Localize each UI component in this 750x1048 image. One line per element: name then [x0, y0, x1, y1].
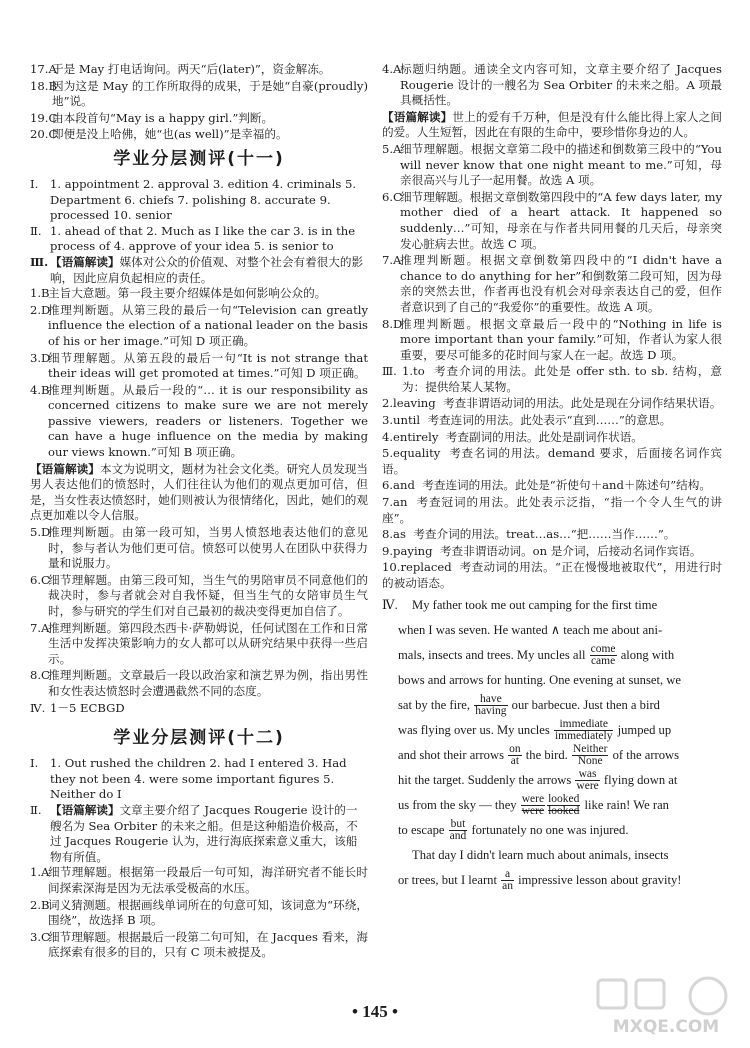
passage-line: when I was seven. He wanted ∧ teach me about ani-: [398, 622, 663, 637]
passage-line: or trees, but I learnt $\frac{a}{an}$ impressive lesson about gravity!: [398, 868, 682, 893]
passage-line: and shot their arrows $\frac{on}{at}$ the bird. Neither None of the arrows: [398, 743, 680, 768]
passage-line: hit the target. Suddenly the arrows was were flying down at: [398, 768, 678, 793]
part-I: Ⅰ. 1. appointment 2. approval 3. edition 4. criminals 5. Department 6. chiefs 7. polishing 8. accurate 9. processed 10. senior: [30, 176, 357, 223]
answer-item: 5.D 推理判断题。由第一段可知，当男人愤怒地表达他们的意见时，参与者认为他们更可信。愤怒可以使男人在团队中获得力量和说服力。: [30, 525, 368, 571]
correction: come came: [590, 643, 616, 668]
answer-item: 8.as 考查介词的用法。treat…as…“把……当作……”。: [382, 527, 676, 542]
passage-line: My father took me out camping for the first time: [412, 597, 658, 612]
part-IV: Ⅳ. 1－5 ECBGD: [30, 700, 125, 715]
discourse-note: 【语篇解读】世上的爱有千万种，但是没有什么能比得上家人之间的爱。人生短暂，因此在有限的生命中，要珍惜你身边的人。: [382, 109, 722, 140]
part-III: Ⅲ. 1.to 考查介词的用法。此处是 offer sth. to sb. 结构，意为：提供给某人某物。: [382, 364, 722, 394]
correction: $\frac{a}{an}$: [502, 868, 513, 893]
right-column: [382, 62, 722, 893]
answer-item: 20.C 即便是没上哈佛，她“也(as well)”是幸福的。: [30, 127, 288, 142]
answer-item: 4.A 标题归纳题。通读全文内容可知，文章主要介绍了 Jacques Rougerie 设计的一艘名为 Sea Orbiter 的未来之船。A 项最具概括性。: [382, 62, 722, 108]
answer-item: 8.C 推理判断题。文章最后一段以政治家和演艺界为例，指出男性和女性表达愤怒时会遭遇截然不同的态度。: [30, 668, 368, 698]
correction: looked looked: [548, 793, 580, 818]
part-I: Ⅰ. 1. Out rushed the children 2. had I entered 3. Had they not been 4. were some important figures 5. Neither do I: [30, 756, 347, 802]
answer-item: 3.D 细节理解题。从第五段的最后一句“It is not strange that their ideas will get promoted at times.”可知 D 项正确。: [30, 350, 368, 381]
answer-item: 1.B 主旨大意题。第一段主要介绍媒体是如何影响公众的。: [30, 286, 327, 301]
answer-item: 2.D 推理判断题。从第三段的最后一句“Television can greatly influence the election of a national leader on the basis of his or her image.”可知 D 项正确。: [30, 302, 368, 348]
answer-item: 4.entirely 考查副词的用法。此处是副词作状语。: [382, 429, 643, 444]
watermark-logo: [578, 970, 738, 1040]
correction: $\frac{on}{at}$: [509, 743, 521, 768]
discourse-note: 【语篇解读】本文为说明文，题材为社会文化类。研究人员发现当男人表达他们的愤怒时，人们往往认为他们的观点更加可信，但是，当女性表达愤怒时，她们则被认为很情绪化，因此，她们的观点更加难以令人信服。: [30, 461, 368, 523]
answer-item: 2.leaving 考查非谓语动词的用法。此处是现在分词作结果状语。: [382, 396, 722, 411]
answer-item: 5.A 细节理解题。根据文章第二段中的描述和倒数第三段中的“You will never know that one night meant to me.”可知，母亲很高兴与儿子一起用餐。故选 A 项。: [382, 141, 722, 188]
insert-mark: ∧: [550, 622, 561, 637]
correction: but and: [449, 818, 467, 843]
correction-passage: Ⅳ. My father took me out camping for the first time when I was seven. He wanted ∧ teach me about ani- mals, insects and trees. My uncles all come came along with bows and arrows for hunting. One evening at sunset, we sat by the fire, have having our barbecue. Just then a bird was flying over us. My uncles immediate immediately jumped up and shot their arrows $\frac{on}{at}$ the bird. Neither None of the arrows hit the target. Suddenly the arrows was were flying down at us from the sky — they were were looked looked like rain! We ran to escape but and fortunately no one was injured. That day I didn't learn much about animals, insects or trees, but I learnt $\frac{a}{an}$ impressive lesson about gravity!: [382, 593, 722, 893]
answer-item: 6.C 细节理解题。根据文章倒数第四段中的“A few days later, my mother died of a heart attack. It happened so suddenly…”可知，母亲在与作者共同用餐的几天后，母亲突发心脏病去世。故选 C 项。: [382, 189, 722, 251]
answer-item: 17.A 于是 May 打电话询问。两天“后(later)”，资金解冻。: [30, 62, 331, 76]
left-column: [30, 62, 368, 962]
part-II: Ⅱ. 1. ahead of that 2. Much as I like the car 3. is in the process of 4. approve of your idea 5. is senior to: [30, 223, 356, 254]
passage-line: mals, insects and trees. My uncles all come came along with: [398, 643, 675, 668]
correction: were were: [521, 793, 545, 818]
answer-item: 3.until 考查连词的用法。此处表示“直到……”的意思。: [382, 413, 672, 428]
answer-item: 4.B 推理判断题。从最后一段的“… it is our responsibility as concerned citizens to make sure we are not merely passive viewers, readers or listeners. Together we can have a huge influence on the media by making our views known.”可知 B 项正确。: [30, 382, 368, 460]
passage-line: us from the sky — they were were looked looked like rain! We ran: [398, 793, 669, 818]
section-title: 学业分层测评(十二): [113, 728, 285, 749]
part-III: Ⅲ. 【语篇解读】媒体对公众的价值观、对整个社会有着很大的影响，因此应肩负起相应的责任。: [30, 254, 364, 285]
section-title: 学业分层测评(十一): [113, 148, 285, 169]
answer-item: 2.B 词义猜测题。根据画线单词所在的句意可知，该词意为“环绕，围绕”，故选择 B 项。: [30, 897, 368, 928]
answer-item: 8.D 推理判断题。根据文章最后一段中的“Nothing in life is more important than your family.”可知，作者认为家人很重要，要尽可能多的花时间与家人在一起。故选 D 项。: [382, 316, 722, 362]
svg-text:MXQE.COM: MXQE.COM: [612, 1017, 720, 1037]
answer-item: 9.paying 考查非谓语动词。on 是介词，后接动名词作宾语。: [382, 543, 702, 558]
answer-item: 19.C 由本段首句“May is a happy girl.”判断。: [30, 110, 274, 125]
correction: was were: [576, 768, 599, 793]
answer-item: 6.C 细节理解题。由第三段可知，当生气的男陪审员不同意他们的裁决时，参与者就会对自我怀疑，但当生气的女陪审员生气时，参与研究的学生们对自己最初的裁决变得更加自信了。: [30, 572, 368, 618]
passage-line: sat by the fire, have having our barbecue. Just then a bird: [398, 693, 660, 718]
passage-line: bows and arrows for hunting. One evening at sunset, we: [398, 672, 681, 687]
answer-item: 3.C 细节理解题。根据最后一段第二句可知，在 Jacques 看来，海底探索有很多的目的，只有 C 项未被提及。: [30, 929, 368, 960]
answer-item: 18.B 因为这是 May 的工作所取得的成果，于是她“自豪(proudly)地”说。: [30, 78, 368, 109]
correction: immediate immediately: [554, 718, 613, 743]
passage-line: to escape but and fortunately no one was injured.: [398, 818, 629, 843]
answer-item: 5.equality 考查名词的用法。demand 要求，后面接名词作宾语。: [382, 446, 723, 476]
part-II: Ⅱ. 【语篇解读】文章主要介绍了 Jacques Rougerie 设计的一艘名为 Sea Orbiter 的未来之船。但是这种船造价极高，不过 Jacques Rougerie 认为，进行海底探索意义重大，该船物有所值。: [30, 802, 358, 864]
answer-item: 6.and 考查连词的用法。此处是“祈使句＋and＋陈述句”结构。: [382, 478, 711, 493]
answer-item: 7.A 推理判断题。根据文章倒数第四段中的“I didn't have a chance to do anything for her”和倒数第二段可知，因为母亲的突然去世，作者再也没有机会对母亲表达自己的爱，但作者意识到了自己的“我爱你”的重要性。故选 A 项。: [382, 253, 722, 314]
correction: Neither None: [572, 743, 608, 768]
correction: have having: [475, 693, 507, 718]
passage-line: That day I didn't learn much about animals, insects: [412, 847, 669, 862]
answer-item: 10.replaced 考查动词的用法。“正在慢慢地被取代”，用进行时的被动语态。: [382, 560, 723, 590]
answer-item: 7.A 推理判断题。第四段杰西卡·萨勒姆说，任何试图在工作和日常生活中发挥决策影响力的女人都可以从研究结果中获得一些启示。: [30, 620, 368, 666]
page-number: • 145 •: [352, 1002, 398, 1021]
answer-item: 1.A 细节理解题。根据第一段最后一句可知，海洋研究者不能长时间探索深海是因为无法承受极高的水压。: [30, 865, 368, 895]
passage-line: was flying over us. My uncles immediate immediately jumped up: [398, 718, 672, 743]
answer-item: 7.an 考查冠词的用法。此处表示泛指，“指一个令人生气的讲座”。: [382, 495, 722, 525]
